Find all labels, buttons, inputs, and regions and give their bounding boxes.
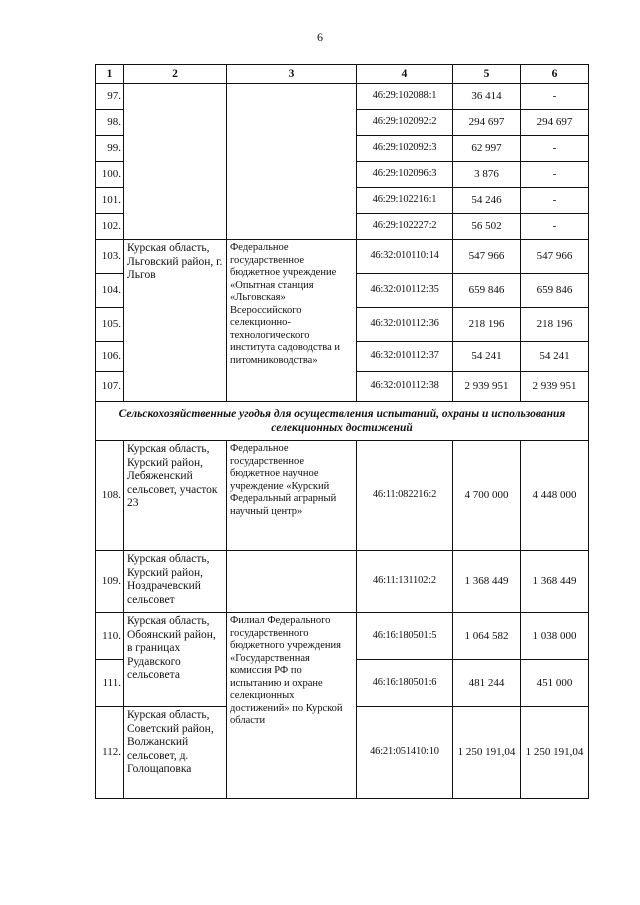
cadastral-number: 46:16:180501:6 (357, 660, 453, 707)
row-number: 97. (96, 84, 124, 110)
cadastral-value: - (521, 136, 589, 162)
area-value: 218 196 (453, 308, 521, 342)
cadastral-number: 46:21:051410:10 (357, 707, 453, 799)
area-value: 294 697 (453, 110, 521, 136)
header-col-3: 3 (227, 65, 357, 84)
row-number: 103. (96, 240, 124, 274)
table-row (96, 84, 589, 110)
location-cell: Курская область, Льговский район, г. Льгов (124, 240, 227, 402)
organization-cell-empty (227, 84, 357, 240)
cadastral-number: 46:11:131102:2 (357, 551, 453, 613)
organization-cell: Федеральное государственное бюджетное научное учреждение «Курский Федеральный аграрный научный центр» (227, 441, 357, 551)
cadastral-value: 451 000 (521, 660, 589, 707)
header-col-2: 2 (124, 65, 227, 84)
cadastral-value: 547 966 (521, 240, 589, 274)
area-value: 2 939 951 (453, 372, 521, 402)
page-number: 6 (317, 30, 323, 44)
cadastral-value: - (521, 162, 589, 188)
cadastral-number: 46:29:102088:1 (357, 84, 453, 110)
cadastral-number: 46:32:010112:36 (357, 308, 453, 342)
cadastral-value: 1 368 449 (521, 551, 589, 613)
header-col-1: 1 (96, 65, 124, 84)
table-row (96, 240, 589, 274)
cadastral-number: 46:11:082216:2 (357, 441, 453, 551)
cadastral-value: 218 196 (521, 308, 589, 342)
header-col-6: 6 (521, 65, 589, 84)
header-col-4: 4 (357, 65, 453, 84)
cadastral-number: 46:29:102227:2 (357, 214, 453, 240)
row-number: 108. (96, 441, 124, 551)
row-number: 106. (96, 342, 124, 372)
cadastral-value: - (521, 84, 589, 110)
cadastral-value: 294 697 (521, 110, 589, 136)
row-number: 100. (96, 162, 124, 188)
location-cell: Курская область, Обоянский район, в границах Рудавского сельсовета (124, 613, 227, 707)
cadastral-value: 659 846 (521, 274, 589, 308)
location-cell: Курская область, Курский район, Ноздрачевский сельсовет (124, 551, 227, 613)
area-value: 1 064 582 (453, 613, 521, 660)
cadastral-value: 54 241 (521, 342, 589, 372)
area-value: 659 846 (453, 274, 521, 308)
area-value: 4 700 000 (453, 441, 521, 551)
section-row (96, 402, 589, 441)
area-value: 56 502 (453, 214, 521, 240)
area-value: 481 244 (453, 660, 521, 707)
area-value: 62 997 (453, 136, 521, 162)
location-cell-empty (124, 84, 227, 240)
cadastral-number: 46:29:102216:1 (357, 188, 453, 214)
organization-cell (227, 551, 357, 613)
area-value: 36 414 (453, 84, 521, 110)
area-value: 54 241 (453, 342, 521, 372)
cadastral-number: 46:32:010112:38 (357, 372, 453, 402)
row-number: 109. (96, 551, 124, 613)
row-number: 107. (96, 372, 124, 402)
cadastral-number: 46:32:010110:14 (357, 240, 453, 274)
row-number: 104. (96, 274, 124, 308)
row-number: 105. (96, 308, 124, 342)
header-row (96, 65, 589, 84)
area-value: 1 368 449 (453, 551, 521, 613)
cadastral-value: - (521, 188, 589, 214)
cadastral-value: 1 038 000 (521, 613, 589, 660)
cadastral-value: - (521, 214, 589, 240)
row-number: 102. (96, 214, 124, 240)
row-number: 99. (96, 136, 124, 162)
area-value: 547 966 (453, 240, 521, 274)
cadastral-number: 46:16:180501:5 (357, 613, 453, 660)
cadastral-number: 46:32:010112:35 (357, 274, 453, 308)
row-number: 112. (96, 707, 124, 799)
cadastral-value: 1 250 191,04 (521, 707, 589, 799)
row-number: 111. (96, 660, 124, 707)
cadastral-number: 46:29:102092:2 (357, 110, 453, 136)
table-row (96, 613, 589, 660)
organization-cell: Федеральное государственное бюджетное учреждение «Опытная станция «Льговская» Всероссийского селекционно-технологического института садоводства и питомниководства» (227, 240, 357, 402)
area-value: 1 250 191,04 (453, 707, 521, 799)
row-number: 110. (96, 613, 124, 660)
location-cell: Курская область, Советский район, Волжанский сельсовет, д. Голощаповка (124, 707, 227, 799)
cadastral-value: 2 939 951 (521, 372, 589, 402)
row-number: 98. (96, 110, 124, 136)
cadastral-number: 46:29:102096:3 (357, 162, 453, 188)
section-title: Сельскохозяйственные угодья для осуществления испытаний, охраны и использования селекционных достижений (96, 402, 589, 441)
table-row (96, 441, 589, 551)
area-value: 3 876 (453, 162, 521, 188)
header-col-5: 5 (453, 65, 521, 84)
land-plots-table (95, 64, 589, 799)
table-row (96, 551, 589, 613)
row-number: 101. (96, 188, 124, 214)
cadastral-number: 46:29:102092:3 (357, 136, 453, 162)
cadastral-number: 46:32:010112:37 (357, 342, 453, 372)
cadastral-value: 4 448 000 (521, 441, 589, 551)
area-value: 54 246 (453, 188, 521, 214)
location-cell: Курская область, Курский район, Лебяженский сельсовет, участок 23 (124, 441, 227, 551)
organization-cell: Филиал Федерального государственного бюджетного учреждения «Государственная комиссия РФ по испытанию и охране селекционных достижений» по Курской области (227, 613, 357, 799)
